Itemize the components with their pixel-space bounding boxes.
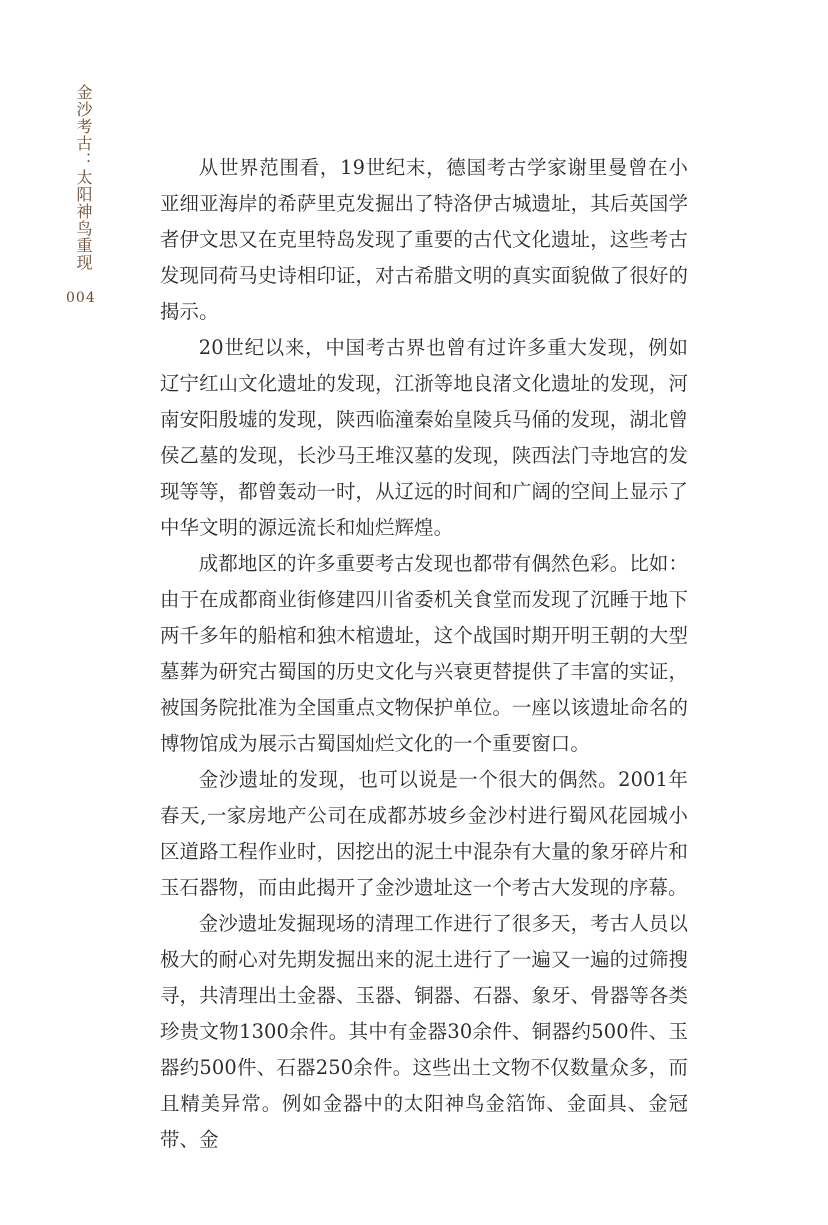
- paragraph-2: 20世纪以来，中国考古界也曾有过许多重大发现，例如辽宁红山文化遗址的发现，江浙等地良渚文化遗址的发现，河南安阳殷墟的发现，陕西临潼秦始皇陵兵马俑的发现，湖北曾侯乙墓的发现，长沙马王堆汉墓的发现，陕西法门寺地宫的发现等等，都曾轰动一时，从辽远的时间和广阔的空间上显示了中华文明的源远流长和灿烂辉煌。: [160, 336, 688, 539]
- paragraph-5: 金沙遗址发掘现场的清理工作进行了很多天，考古人员以极大的耐心对先期发掘出来的泥土进行了一遍又一遍的过筛搜寻，共清理出土金器、玉器、铜器、石器、象牙、骨器等各类珍贵文物1300余件。其中有金器30余件、铜器约500件、玉器约500件、石器250余件。这些出土文物不仅数量众多，而且精美异常。例如金器中的太阳神鸟金箔饰、金面具、金冠带、金: [160, 912, 688, 1151]
- running-head-title: 金沙考古：太阳神鸟重现: [74, 84, 93, 271]
- body-text: [160, 150, 688, 1158]
- paragraph-4: 金沙遗址的发现，也可以说是一个很大的偶然。2001年春天,一家房地产公司在成都苏坡乡金沙村进行蜀风花园城小区道路工程作业时，因挖出的泥土中混杂有大量的象牙碎片和玉石器物，而由此揭开了金沙遗址这一个考古大发现的序幕。: [160, 768, 688, 899]
- paragraph-3: 成都地区的许多重要考古发现也都带有偶然色彩。比如：由于在成都商业街修建四川省委机关食堂而发现了沉睡于地下两千多年的船棺和独木棺遗址，这个战国时期开明王朝的大型墓葬为研究古蜀国的历史文化与兴衰更替提供了丰富的实证，被国务院批准为全国重点文物保护单位。一座以该遗址命名的博物馆成为展示古蜀国灿烂文化的一个重要窗口。: [160, 552, 688, 755]
- page-number: 004: [66, 290, 96, 306]
- paragraph-1: 从世界范围看，19世纪末，德国考古学家谢里曼曾在小亚细亚海岸的希萨里克发掘出了特洛伊古城遗址，其后英国学者伊文思又在克里特岛发现了重要的古代文化遗址，这些考古发现同荷马史诗相印证，对古希腊文明的真实面貌做了很好的揭示。: [160, 156, 688, 323]
